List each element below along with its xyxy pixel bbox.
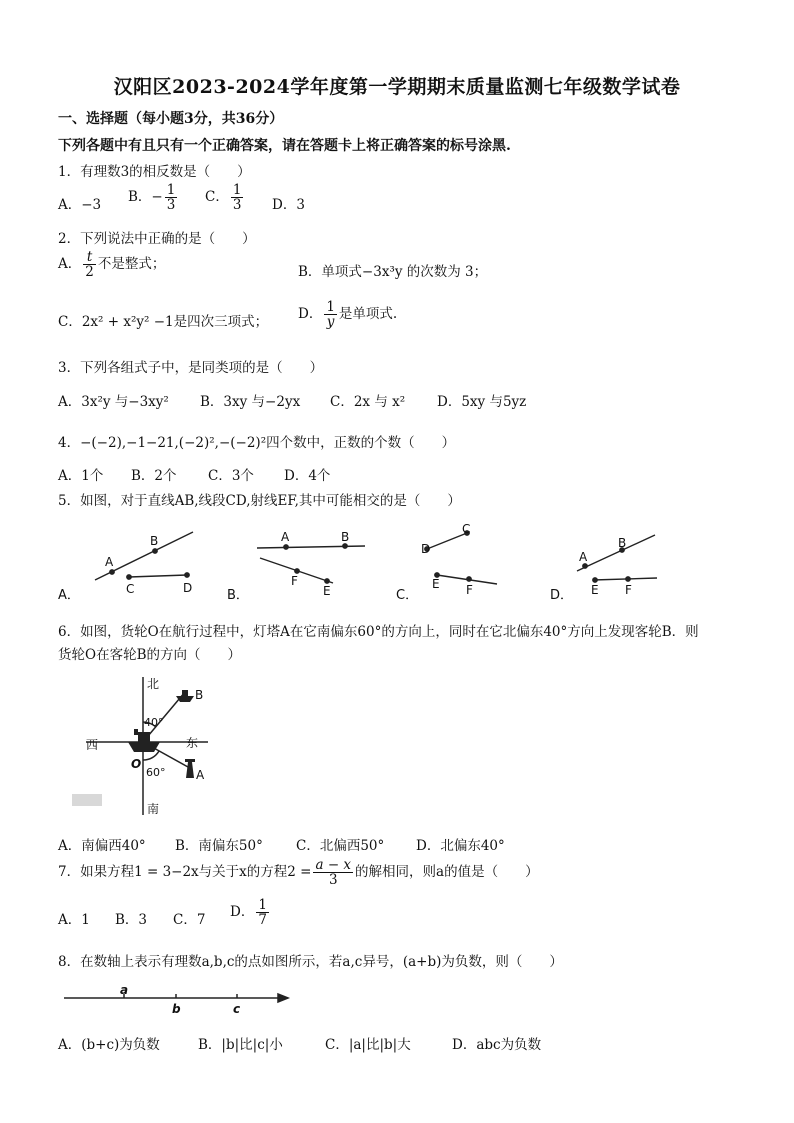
fraction-denominator: 3 <box>166 197 176 214</box>
q8-option-a: A．(b+c)为负数 <box>58 1037 160 1053</box>
segment-cd <box>129 575 187 577</box>
q6-stem-line2: 货轮O在客轮B的方向（ ） <box>58 647 241 663</box>
label-d: D <box>183 581 193 595</box>
q4-option-b: B．2个 <box>131 468 177 484</box>
q4-option-a: A．1个 <box>58 468 104 484</box>
section-heading: 一、选择题（每小题3分，共36分） <box>58 111 284 127</box>
q6-option-c: C．北偏西50° <box>296 838 385 854</box>
label-north: 北 <box>147 677 160 691</box>
q1-option-a: A．−3 <box>58 197 102 213</box>
fraction-numerator: 1 <box>326 299 335 315</box>
label-f: F <box>625 583 632 597</box>
label-c: C <box>462 522 471 536</box>
q7-stem <box>58 858 539 887</box>
ray-ef <box>593 578 657 580</box>
point-b <box>343 544 347 548</box>
point-a <box>284 545 288 549</box>
q8-option-b: B．|b|比|c|小 <box>198 1037 283 1053</box>
label-a: A <box>105 555 114 569</box>
q5-option-d-label: D． <box>550 588 574 603</box>
label-o: O <box>131 757 142 771</box>
label-south: 南 <box>147 802 160 816</box>
point-a <box>583 564 587 568</box>
label-e: E <box>323 584 331 598</box>
fraction-denominator: 7 <box>258 912 267 929</box>
label-west: 西 <box>86 738 99 752</box>
point-b <box>153 549 157 553</box>
label-d: D <box>421 542 431 556</box>
q2-stem: 2．下列说法中正确的是（ ） <box>58 231 256 247</box>
q2-option-b: B．单项式−3x³y 的次数为 3； <box>298 264 488 280</box>
q7-option-b: B．3 <box>115 912 148 928</box>
q6-option-a: A．南偏西40° <box>58 838 146 854</box>
q3-option-a: A．3x²y 与−3xy² <box>58 394 169 410</box>
label-c: C <box>126 582 135 596</box>
blurred-watermark <box>72 794 102 806</box>
q3-option-d: D．5xy 与5yz <box>437 394 527 410</box>
q2-option-a-fraction <box>83 250 96 279</box>
label-b: B <box>150 534 159 548</box>
line-ab <box>257 546 365 548</box>
label-angle-60: 60° <box>146 766 166 779</box>
label-b: B <box>195 688 204 702</box>
q1-option-b-prefix: B．− <box>128 189 163 206</box>
q5-option-c-label: C． <box>396 588 419 603</box>
q1-option-c <box>205 183 245 212</box>
fraction-denominator: 2 <box>85 264 94 281</box>
label-east: 东 <box>186 736 199 750</box>
q8-option-d: D．abc为负数 <box>452 1037 542 1053</box>
point-e <box>593 578 597 582</box>
label-e: E <box>591 583 599 597</box>
q6-option-d: D．北偏东40° <box>416 838 505 854</box>
point-e <box>325 579 329 583</box>
label-c: c <box>233 1002 241 1015</box>
q8-option-c: C．|a|比|b|大 <box>325 1037 411 1053</box>
fraction-denominator: y <box>326 314 335 331</box>
q1-option-c-fraction <box>231 183 244 212</box>
fraction-numerator: a − x <box>315 857 352 873</box>
q3-option-b: B．3xy 与−2yx <box>200 394 301 410</box>
fraction-numerator: t <box>83 250 96 265</box>
q6-compass-figure <box>68 672 228 822</box>
point-d <box>185 573 189 577</box>
q1-option-d: D．3 <box>272 197 305 213</box>
segment-dc <box>427 533 467 549</box>
q3-option-c: C．2x 与 x² <box>330 394 406 410</box>
point-f <box>467 577 471 581</box>
label-b: B <box>618 536 627 550</box>
lighthouse-icon <box>185 759 195 778</box>
q2-option-a-suffix: 不是整式； <box>97 256 166 273</box>
point-c <box>127 575 131 579</box>
q2-option-a-prefix: A． <box>58 256 82 273</box>
label-f: F <box>291 574 298 588</box>
q4-stem: 4．−(−2),−1−21,(−2)²,−(−2)²四个数中，正数的个数（ ） <box>58 435 456 451</box>
q2-option-d-fraction <box>324 300 337 329</box>
label-a: A <box>196 768 205 782</box>
fraction-numerator: 1 <box>232 182 242 198</box>
label-b: B <box>341 530 350 544</box>
q8-number-line <box>58 985 298 1015</box>
q5-figures <box>55 515 695 610</box>
q1-option-b-fraction <box>165 183 178 212</box>
label-f: F <box>466 583 473 597</box>
q7-stem-fraction <box>313 858 353 887</box>
section-instruction: 下列各题中有且只有一个正确答案，请在答题卡上将正确答案的标号涂黑. <box>58 138 511 154</box>
point-a <box>110 570 114 574</box>
q2-option-d-suffix: 是单项式. <box>338 306 398 323</box>
q6-stem-line1: 6．如图，货轮O在航行过程中，灯塔A在它南偏东60°的方向上，同时在它北偏东40°方向上发现客轮B．则 <box>58 624 699 640</box>
fraction-numerator: 1 <box>166 182 176 198</box>
ship-icon <box>128 729 160 752</box>
q4-option-c: C．3个 <box>208 468 254 484</box>
exam-title: 汉阳区2023-2024学年度第一学期期末质量监测七年级数学试卷 <box>113 76 681 98</box>
q8-stem: 8．在数轴上表示有理数a,b,c的点如图所示，若a,c异号，(a+b)为负数，则（ ） <box>58 954 563 970</box>
line-ab <box>577 535 655 571</box>
q2-option-d <box>298 300 397 329</box>
label-e: E <box>432 577 440 591</box>
point-f <box>295 569 299 573</box>
q7-stem-prefix: 7．如果方程1 = 3−2x与关于x的方程2 = <box>58 864 312 881</box>
angle-arc-south <box>143 751 159 760</box>
q2-option-a <box>58 250 165 279</box>
fraction-numerator: 1 <box>258 897 267 913</box>
q6-option-b: B．南偏东50° <box>175 838 263 854</box>
label-a: A <box>579 550 588 564</box>
q7-option-c: C．7 <box>173 912 206 928</box>
label-a: a <box>120 985 129 997</box>
q4-option-d: D．4个 <box>284 468 331 484</box>
q5-option-b-label: B． <box>227 588 249 603</box>
q3-stem: 3．下列各组式子中，是同类项的是（ ） <box>58 360 324 376</box>
fraction-denominator: 3 <box>328 872 338 889</box>
q2-option-d-prefix: D． <box>298 306 323 323</box>
label-a: A <box>281 530 290 544</box>
label-angle-40: 40° <box>144 716 164 729</box>
q7-option-d <box>230 898 271 927</box>
q7-stem-suffix: 的解相同，则a的值是（ ） <box>355 864 539 881</box>
q1-option-c-prefix: C． <box>205 189 229 206</box>
q7-option-d-fraction <box>256 898 269 927</box>
q1-option-b <box>128 183 179 212</box>
q5-option-a-label: A． <box>58 588 80 603</box>
point-f <box>626 577 630 581</box>
fraction-denominator: 3 <box>232 197 242 214</box>
q7-option-d-prefix: D． <box>230 904 255 921</box>
q5-stem: 5．如图，对于直线AB,线段CD,射线EF,其中可能相交的是（ ） <box>58 493 461 509</box>
q7-option-a: A．1 <box>58 912 90 928</box>
number-line-arrow <box>278 994 288 1002</box>
q2-option-c: C．2x² + x²y² −1是四次三项式； <box>58 314 269 330</box>
label-b: b <box>172 1002 181 1015</box>
q1-stem: 1．有理数3的相反数是（ ） <box>58 164 251 180</box>
